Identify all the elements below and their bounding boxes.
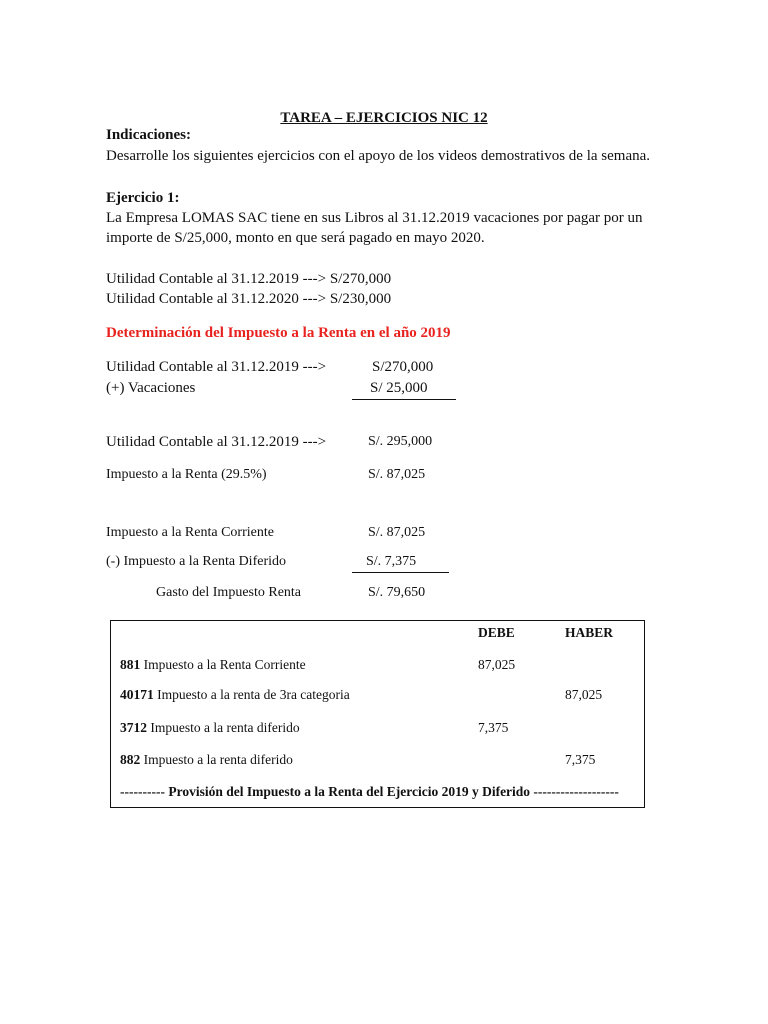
table-row <box>120 752 293 768</box>
table-row <box>120 657 306 673</box>
indicaciones-text: Desarrolle los siguientes ejercicios con el apoyo de los videos demostrativos de la semana. <box>106 148 651 164</box>
ejercicio-line-1: La Empresa LOMAS SAC tiene en sus Libros al 31.12.2019 vacaciones por pagar por un <box>106 210 643 226</box>
account-code: 881 <box>120 657 141 672</box>
det-row-value: S/ 25,000 <box>370 380 428 396</box>
account-desc: Impuesto a la renta diferido <box>140 752 293 767</box>
det-row-label: Impuesto a la Renta Corriente <box>106 525 274 540</box>
page-title: TAREA – EJERCICIOS NIC 12 <box>280 110 488 126</box>
journal-footer: ---------- Provisión del Impuesto a la Renta del Ejercicio 2019 y Diferido ------------------- <box>120 784 619 799</box>
account-code: 882 <box>120 752 141 767</box>
haber-value: 7,375 <box>565 752 596 767</box>
diff-underline <box>352 572 449 573</box>
det-row-value: S/. 87,025 <box>368 525 426 540</box>
det-row-value: S/. 87,025 <box>368 467 426 482</box>
det-row-label: Utilidad Contable al 31.12.2019 ---> <box>106 359 327 375</box>
account-desc: Impuesto a la Renta Corriente <box>140 657 306 672</box>
utilidad-2020-line: Utilidad Contable al 31.12.2020 ---> S/230,000 <box>106 291 392 307</box>
determinacion-heading: Determinación del Impuesto a la Renta en el año 2019 <box>106 325 451 341</box>
det-row-value: S/. 79,650 <box>368 585 426 600</box>
ejercicio-line-2: importe de S/25,000, monto en que será pagado en mayo 2020. <box>106 230 485 246</box>
det-row-label: Gasto del Impuesto Renta <box>156 585 302 600</box>
indicaciones-label: Indicaciones: <box>106 127 192 143</box>
journal-entry-table <box>110 620 645 808</box>
account-code: 40171 <box>120 687 154 702</box>
det-row-value: S/270,000 <box>372 359 434 375</box>
haber-header: HABER <box>565 625 614 640</box>
table-row <box>120 687 350 703</box>
account-code: 3712 <box>120 720 147 735</box>
utilidad-2019-line: Utilidad Contable al 31.12.2019 ---> S/270,000 <box>106 271 392 287</box>
det-row-label: (+) Vacaciones <box>106 380 196 396</box>
det-row-value: S/. 7,375 <box>366 554 417 569</box>
ejercicio-label: Ejercicio 1: <box>106 190 180 206</box>
debe-value: 87,025 <box>478 657 516 672</box>
haber-value: 87,025 <box>565 687 603 702</box>
det-row-label: Impuesto a la Renta (29.5%) <box>106 467 267 482</box>
sum-underline <box>352 399 456 400</box>
debe-value: 7,375 <box>478 720 509 735</box>
det-row-value: S/. 295,000 <box>368 434 433 449</box>
det-row-label: Utilidad Contable al 31.12.2019 ---> <box>106 434 327 450</box>
table-row <box>120 720 300 736</box>
account-desc: Impuesto a la renta diferido <box>147 720 300 735</box>
det-row-label: (-) Impuesto a la Renta Diferido <box>106 554 286 569</box>
debe-header: DEBE <box>478 625 515 640</box>
account-desc: Impuesto a la renta de 3ra categoria <box>153 687 350 702</box>
